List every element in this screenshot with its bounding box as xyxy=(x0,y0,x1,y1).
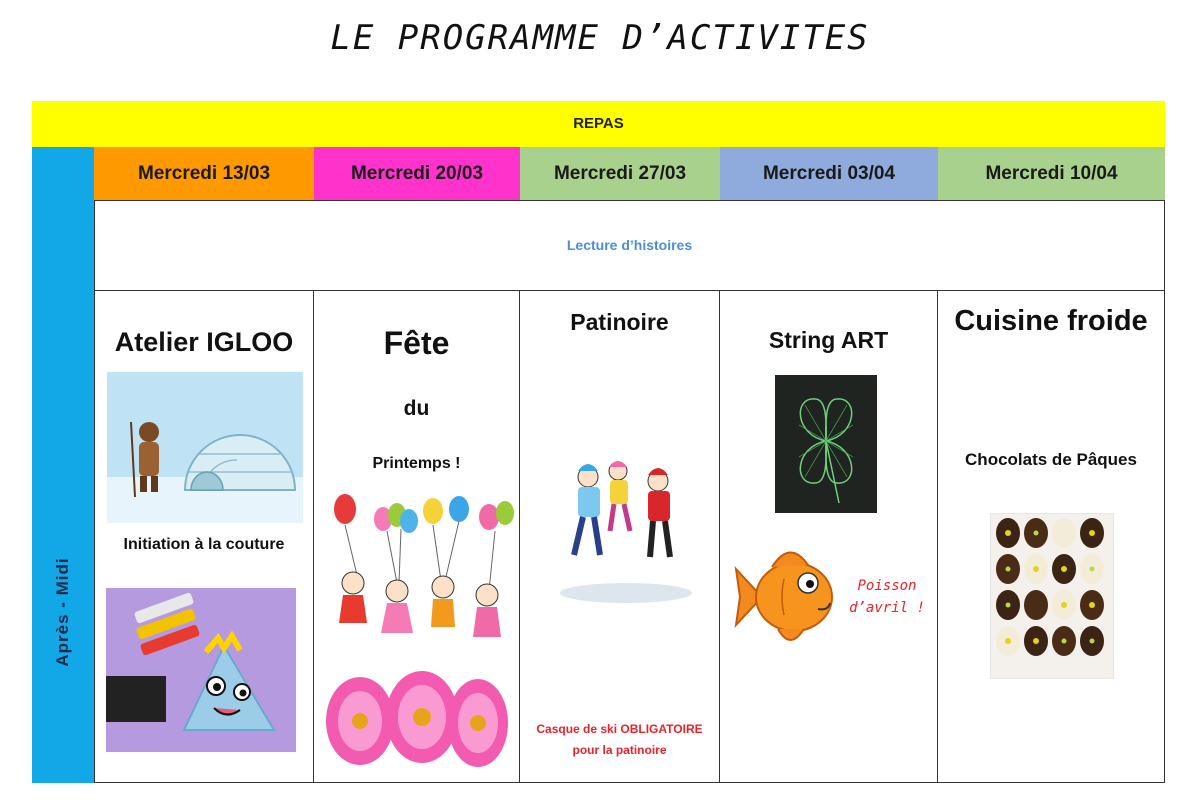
afternoon-sidebar xyxy=(32,147,94,783)
date-header-4: Mercredi 03/04 xyxy=(720,147,938,200)
activity-title-2: Fête xyxy=(383,325,450,361)
activities-row xyxy=(94,291,1165,783)
activity-col-1 xyxy=(94,291,314,783)
activity-subtitle-1: Initiation à la couture xyxy=(123,536,285,553)
kids-balloons-image xyxy=(317,491,517,671)
activity-line2-2: du xyxy=(403,397,430,420)
warning-line-2: pour la patinoire xyxy=(572,743,667,757)
repas-banner: REPAS xyxy=(32,101,1165,147)
activity-col-2 xyxy=(314,291,520,783)
igloo-image xyxy=(107,372,303,523)
fish-caption-line-2: d’avril ! xyxy=(849,600,925,616)
lecture-text: Lecture d’histoires xyxy=(566,237,693,253)
date-header-5: Mercredi 10/04 xyxy=(938,147,1165,200)
pink-flowers-image xyxy=(326,665,508,773)
activity-col-3 xyxy=(520,291,720,783)
page-title: LE PROGRAMME D’ACTIVITES xyxy=(330,18,870,58)
activity-col-4 xyxy=(720,291,938,783)
sewing-monster-image xyxy=(106,588,296,752)
easter-chocolates-image xyxy=(990,513,1114,679)
lecture-row xyxy=(94,200,1165,291)
fish-image xyxy=(734,539,838,655)
fish-caption-line-1: Poisson xyxy=(857,578,917,594)
activity-subtitle-5: Chocolats de Pâques xyxy=(965,450,1137,469)
warning-line-1: Casque de ski OBLIGATOIRE xyxy=(536,722,703,736)
ice-skating-kids-image xyxy=(556,451,696,611)
string-art-clover-image xyxy=(775,375,877,513)
date-header-1: Mercredi 13/03 xyxy=(94,147,314,200)
afternoon-label: Après - Midi xyxy=(53,557,72,667)
activity-line3-2: Printemps ! xyxy=(372,455,461,472)
fish-caption xyxy=(838,575,936,619)
activity-col-5 xyxy=(938,291,1165,783)
activity-title-3: Patinoire xyxy=(570,309,669,335)
activity-title-1: Atelier IGLOO xyxy=(114,327,294,357)
activity-title-4: String ART xyxy=(768,327,889,353)
date-header-row xyxy=(94,147,1165,200)
activity-title-5: Cuisine froide xyxy=(954,305,1148,337)
date-header-2: Mercredi 20/03 xyxy=(314,147,520,200)
date-header-3: Mercredi 27/03 xyxy=(520,147,720,200)
